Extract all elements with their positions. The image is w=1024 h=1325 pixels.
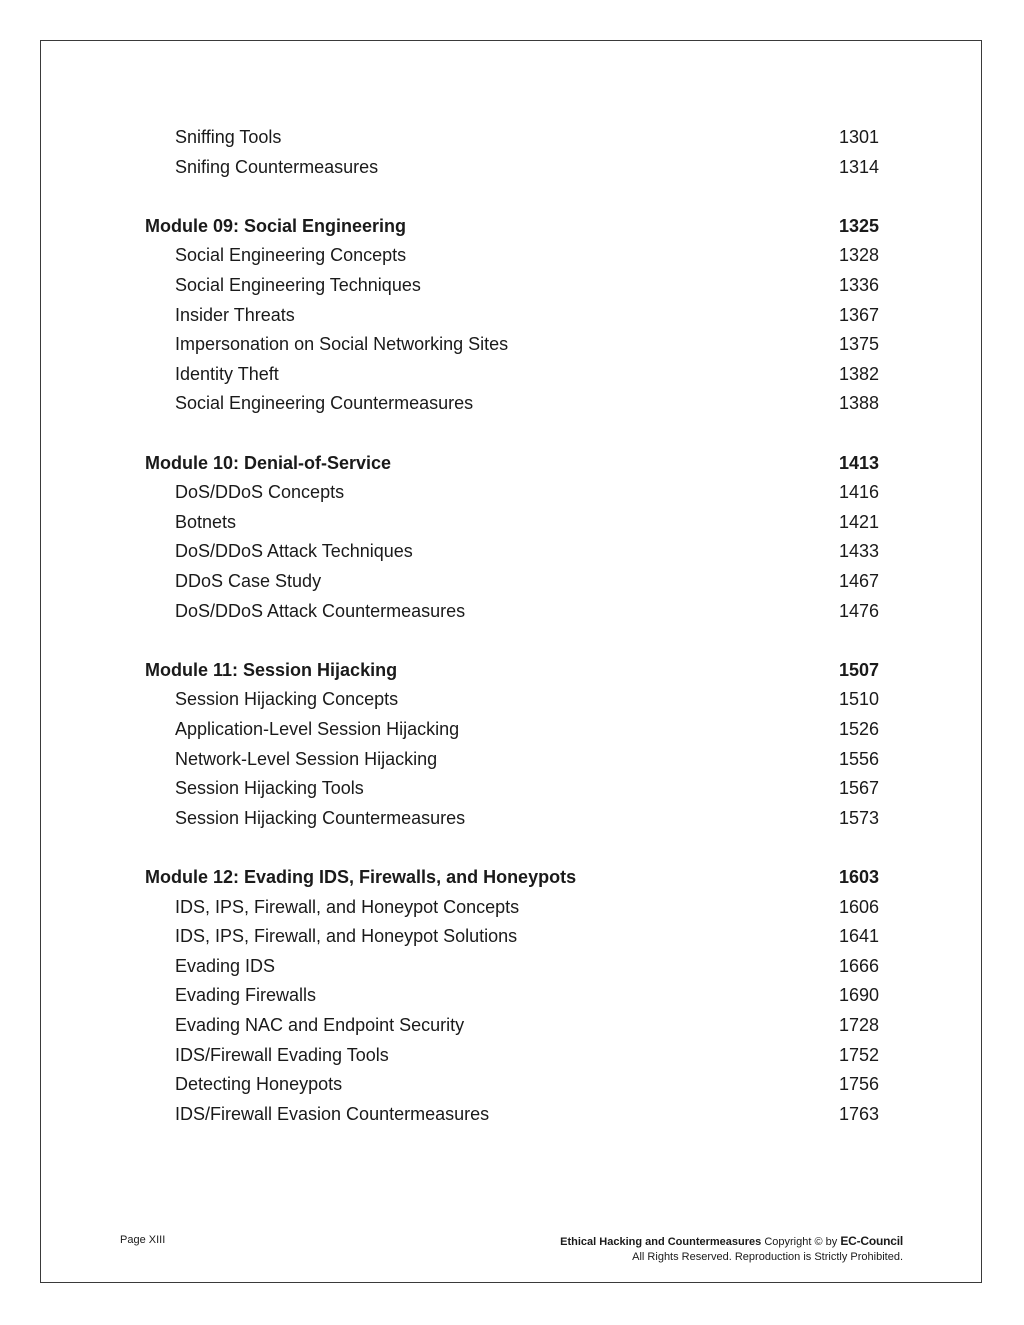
entry-title: IDS/Firewall Evasion Countermeasures <box>175 1103 490 1124</box>
page-number-ref: 1375 <box>838 334 879 355</box>
entry-title: Impersonation on Social Networking Sites <box>175 334 509 355</box>
toc-entry <box>0 714 1024 744</box>
entry-title: DoS/DDoS Attack Techniques <box>175 541 413 562</box>
toc-entry <box>0 1099 1024 1129</box>
page-number-ref: 1573 <box>838 807 879 828</box>
entry-title: DDoS Case Study <box>175 571 322 591</box>
entry-title: IDS, IPS, Firewall, and Honeypot Solutions <box>175 926 518 947</box>
module-title: Module 09: Social Engineering <box>145 215 407 236</box>
entry-title: Evading NAC and Endpoint Security <box>175 1015 465 1035</box>
entry-title: Social Engineering Concepts <box>175 245 407 266</box>
toc-module-heading <box>0 655 1024 685</box>
toc-entry <box>0 270 1024 300</box>
toc-entry <box>0 773 1024 803</box>
page-number-ref: 1556 <box>838 748 879 769</box>
entry-title: Botnets <box>175 511 237 532</box>
page-number-ref: 1567 <box>838 778 879 799</box>
copyright-footer <box>560 1234 903 1265</box>
toc-entry <box>0 921 1024 951</box>
entry-title: Network-Level Session Hijacking <box>175 748 438 769</box>
module-title: Module 10: Denial-of-Service <box>145 452 392 473</box>
entry-title: Evading IDS <box>175 955 276 976</box>
copyright-text: Copyright © by <box>764 1236 838 1248</box>
entry-title: DoS/DDoS Attack Countermeasures <box>175 600 466 621</box>
page-number-ref: 1526 <box>838 719 879 739</box>
brand-logo: EC-Council <box>840 1234 903 1248</box>
page-number-ref: 1325 <box>838 215 879 236</box>
module-title: Module 11: Session Hijacking <box>145 659 398 680</box>
toc-entry <box>0 1010 1024 1040</box>
entry-title: Insider Threats <box>175 304 295 325</box>
toc-entry <box>0 744 1024 774</box>
page-number-ref: 1603 <box>838 867 879 887</box>
entry-title: Detecting Honeypots <box>175 1074 343 1095</box>
toc-entry <box>0 892 1024 922</box>
page-number-ref: 1421 <box>838 511 879 532</box>
toc-entry <box>0 1069 1024 1099</box>
toc-entry <box>0 684 1024 714</box>
entry-title: Snifing Countermeasures <box>175 156 379 177</box>
page-number-ref: 1416 <box>838 482 879 503</box>
toc-entry <box>0 240 1024 270</box>
entry-title: Session Hijacking Countermeasures <box>175 807 466 828</box>
page-number-ref: 1606 <box>838 896 879 917</box>
page-number-ref: 1328 <box>838 245 879 266</box>
entry-title: Social Engineering Techniques <box>175 275 421 295</box>
toc-entry <box>0 152 1024 182</box>
entry-title: Session Hijacking Tools <box>175 778 364 799</box>
entry-title: IDS/Firewall Evading Tools <box>175 1044 389 1065</box>
entry-title: Application-Level Session Hijacking <box>175 719 460 739</box>
course-title: Ethical Hacking and Countermeasures <box>560 1236 762 1248</box>
rights-notice: All Rights Reserved. Reproduction is Strictly Prohibited. <box>632 1251 903 1263</box>
toc-entry <box>0 566 1024 596</box>
entry-title: Evading Firewalls <box>175 985 317 1006</box>
page-number-ref: 1752 <box>838 1044 879 1065</box>
toc-entry <box>0 359 1024 389</box>
page-number-ref: 1336 <box>838 275 879 295</box>
toc-entry <box>0 388 1024 418</box>
toc-entry <box>0 951 1024 981</box>
page-number-ref: 1756 <box>838 1074 879 1095</box>
copyright-line <box>560 1234 903 1250</box>
entry-title: IDS, IPS, Firewall, and Honeypot Concepts <box>175 896 520 917</box>
toc-entry <box>0 300 1024 330</box>
page-number-ref: 1666 <box>838 955 879 976</box>
page-number-ref: 1510 <box>838 689 879 710</box>
page-number-ref: 1314 <box>838 156 879 177</box>
page-number-ref: 1763 <box>838 1103 879 1124</box>
entry-title: Session Hijacking Concepts <box>175 689 399 710</box>
toc-entry <box>0 980 1024 1010</box>
toc-entry <box>0 329 1024 359</box>
entry-title: DoS/DDoS Concepts <box>175 482 345 503</box>
toc-entry <box>0 803 1024 833</box>
toc-entry <box>0 1040 1024 1070</box>
page-number: Page XIII <box>120 1234 166 1246</box>
entry-title: Identity Theft <box>175 363 279 384</box>
page-number-ref: 1367 <box>838 304 879 325</box>
entry-title: Social Engineering Countermeasures <box>175 393 474 414</box>
toc-module-heading <box>0 448 1024 478</box>
toc-entry <box>0 122 1024 152</box>
page-number-ref: 1690 <box>838 985 879 1006</box>
page-number-ref: 1476 <box>838 600 879 621</box>
page-number-ref: 1382 <box>838 363 879 384</box>
page-number-ref: 1641 <box>838 926 879 947</box>
toc-entry <box>0 507 1024 537</box>
toc-entry <box>0 536 1024 566</box>
toc-module-heading <box>0 862 1024 892</box>
page-number-ref: 1413 <box>838 452 879 473</box>
toc-entry <box>0 477 1024 507</box>
page-number-ref: 1467 <box>838 571 879 591</box>
entry-title: Sniffing Tools <box>175 127 282 147</box>
toc-module-heading <box>0 211 1024 241</box>
page-number-ref: 1301 <box>838 127 879 147</box>
page-number-ref: 1728 <box>838 1015 879 1035</box>
page-number-ref: 1388 <box>838 393 879 414</box>
page-number-ref: 1507 <box>838 659 879 680</box>
page-number-ref: 1433 <box>838 541 879 562</box>
module-title: Module 12: Evading IDS, Firewalls, and Honeypots <box>145 867 577 887</box>
toc-entry <box>0 596 1024 626</box>
